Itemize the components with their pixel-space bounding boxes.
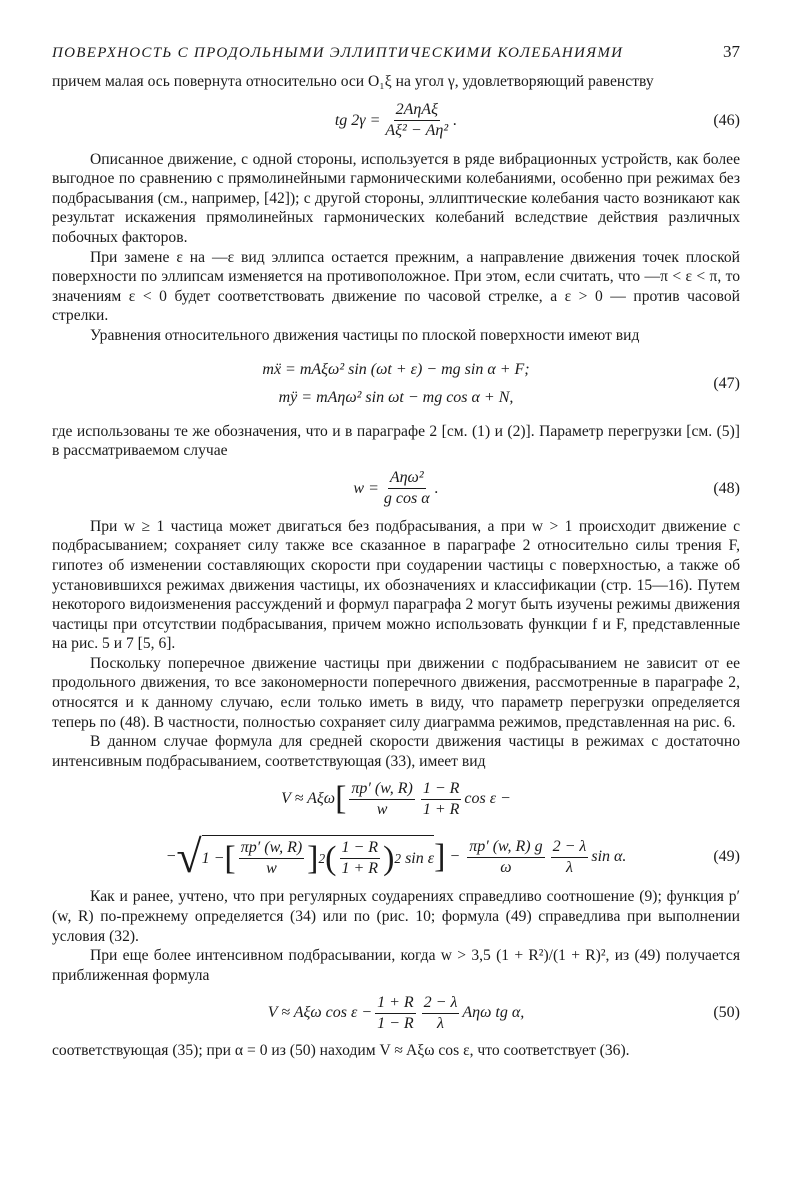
equation-49-line1: V ≈ Aξω [ $\frac{\pi p' (w, R)}{w}$ $\frac{1 - R}{1 + R}$ cos ε − [281,779,511,818]
equation-49-line2: − √ 1 − [ $\frac{\pi p' (w, R)}{w}$ ] 2 ( $\frac{1 - R}{1 + R}$ ) 2 sin ε ] − $\frac{\pi p' (w, R) g}{\omega}$ $\frac{2 - \lambda}{\lambda}$ sin α. (49) [165,831,740,883]
equation-47: mẍ = mAξω² sin (ωt + ε) − mg sin α + F; mÿ = mAηω² sin ωt − mg cos α + N, (47) [262,360,740,406]
equation-50: V ≈ Aξω cos ε − $\frac{1 + R}{1 - R}$ $\frac{2 - \lambda}{\lambda}$ Aηω tg α, (50) [267,993,740,1032]
equation-number: (47) [713,374,740,392]
paragraph: причем малая ось повернута относительно оси O₁ξ на угол γ, удовлетворяющий равенству [52,73,654,90]
equation-number: (50) [713,1004,740,1022]
paragraph: При еще более интенсивном подбрасывании, когда w > 3,5 (1 + R²)/(1 + R)², из (49) получается приближенная формула [52,947,740,984]
equation-number: (48) [713,479,740,497]
equation-48: w = $\frac{\text{Aηω²}}{\text{g cos α}}$ . (48) [353,469,740,508]
page [52,42,740,1061]
sqrt-sign: √ [176,831,202,883]
equation-46: tg 2γ = $\frac{\text{2AηAξ}}{\text{Aξ² − Aη²}}$ . (46) [334,101,740,140]
paragraph: В данном случае формула для средней скорости движения частицы в режимах с достаточно интенсивным подбрасыванием, соответствующая (33), имеет вид [52,733,740,770]
running-title: ПОВЕРХНОСТЬ С ПРОДОЛЬНЫМИ ЭЛЛИПТИЧЕСКИМИ КОЛЕБАНИЯМИ [52,45,624,61]
equation-number: (46) [713,111,740,129]
page-number: 37 [723,42,740,61]
paragraph: соответствующая (35); при α = 0 из (50) находим V ≈ Aξω cos ε, что соответствует (36). [52,1042,630,1060]
paragraph: Уравнения относительного движения частицы по плоской поверхности имеют вид [90,326,640,344]
paragraph: Как и ранее, учтено, что при регулярных соударениях справедливо соотношение (9); функция p′ (w, R) по-прежнему определяется (34) или по (рис. 10; формула (49) справедлива при выполнении условия (32). [52,888,740,945]
equation-number: (49) [713,848,740,866]
paragraph: Описанное движение, с одной стороны, используется в ряде вибрационных устройств, как более выгодное по сравнению с прямолинейными гармоническими колебаниями, особенно при режимах без подбрасывания (см., например, [42]); с другой стороны, эллиптические колебания часто возникают как результат искажения прямолинейных гармонических колебаний вследствие действия различных побочных факторов. [52,150,740,246]
paragraph: Поскольку поперечное движение частицы при движении с подбрасыванием не зависит от ее продольного движения, то все закономерности поперечного движения, рассмотренные в параграфе 2, относятся и к данному случаю, если только иметь в виду, что параметр перегрузки определяется теперь по (48). В частности, полностью сохраняет силу диаграмма режимов, представленная на рис. 6. [52,654,740,731]
paragraph: При w ≥ 1 частица может двигаться без подбрасывания, а при w > 1 происходит движение с подбрасыванием; сохраняет силу также все сказанное в параграфе 2 относительно силы трения F, гипотез об изменении составляющих скорости при соударении частицы с поверхностью, а также об установившихся режимах движения частицы, их обозначениях и классификации (стр. 15—16). Путем некоторого видоизменения рассуждений и формул параграфа 2 могут быть изучены режимы движения частицы при отсутствии подбрасывания, причем можно использовать функции f и F, представленные на рис. 5 и 7 [5, 6]. [52,517,740,653]
paragraph: При замене ε на —ε вид эллипса остается прежним, а направление движения точек плоской поверхности по эллипсам изменяется на противоположное. При этом, если считать, что —π < ε < π, то значениям ε < 0 будет соответствовать движение по часовой стрелке, а ε > 0 — против часовой стрелки. [52,248,740,325]
paragraph: где использованы те же обозначения, что и в параграфе 2 [см. (1) и (2)]. Параметр перегрузки [см. (5)] в рассматриваемом случае [52,422,740,460]
running-header [52,42,740,62]
